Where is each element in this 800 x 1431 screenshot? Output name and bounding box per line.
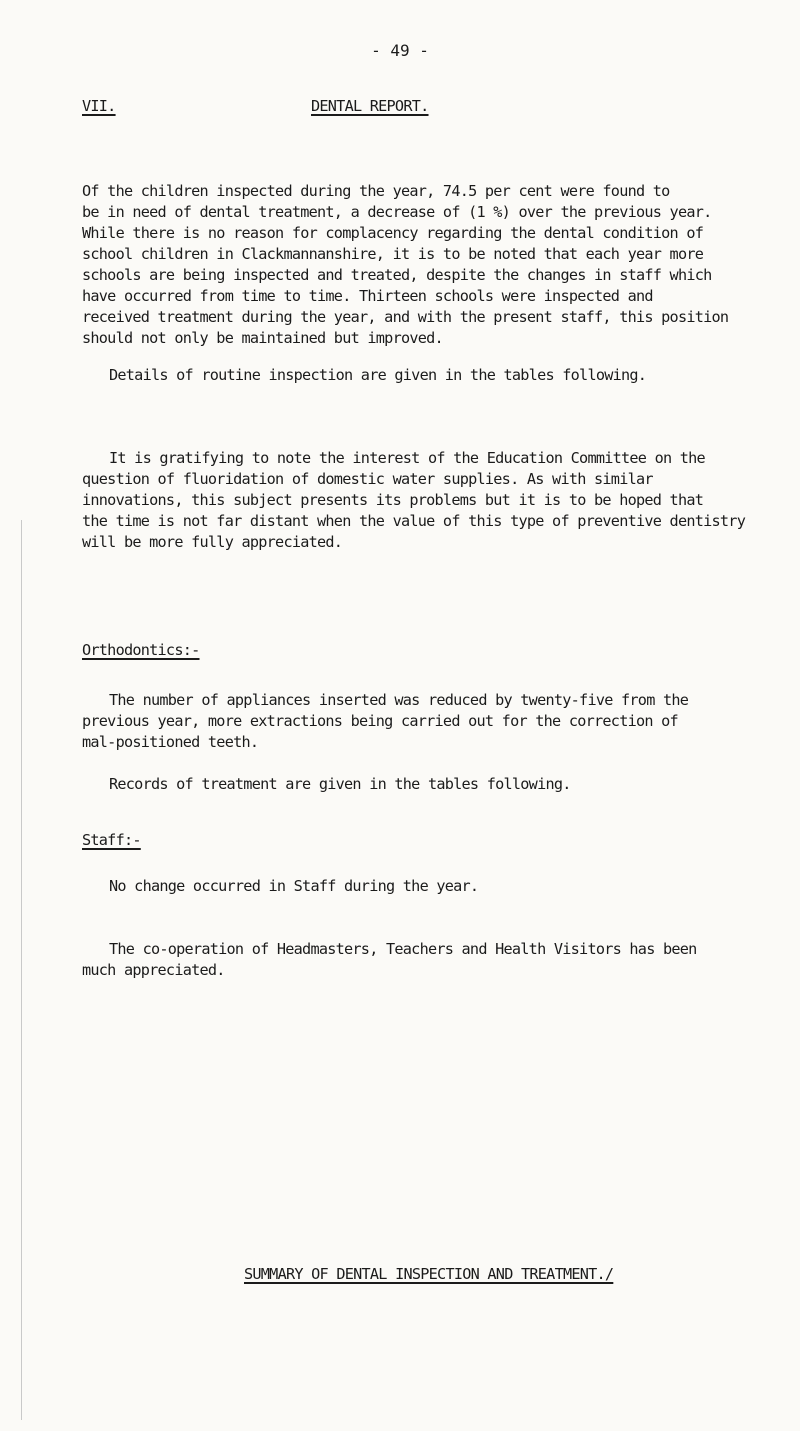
text-line: much appreciated.	[82, 961, 225, 979]
text-line: Of the children inspected during the year, 74.5 per cent were found to	[82, 182, 670, 200]
paragraph-fluoridation	[82, 448, 745, 553]
text-line: will be more fully appreciated.	[82, 533, 343, 551]
paragraph-dental-findings	[82, 181, 728, 349]
text-line: have occurred from time to time. Thirteen schools were inspected and	[82, 287, 653, 305]
text-line: previous year, more extractions being carried out for the correction of	[82, 712, 678, 730]
scan-margin-line	[21, 520, 22, 1420]
paragraph-staff	[109, 876, 478, 897]
text-line: should not only be maintained but improved.	[82, 329, 443, 347]
text-line: The co-operation of Headmasters, Teachers and Health Visitors has been	[109, 940, 697, 958]
section-title: DENTAL REPORT.	[311, 97, 429, 115]
text-line: Records of treatment are given in the tables following.	[109, 775, 571, 793]
text-line: innovations, this subject presents its problems but it is to be hoped that	[82, 491, 704, 509]
text-line: The number of appliances inserted was reduced by twenty-five from the	[109, 691, 689, 709]
text-line: received treatment during the year, and with the present staff, this position	[82, 308, 729, 326]
text-line: Details of routine inspection are given in the tables following.	[109, 366, 647, 384]
text-line: be in need of dental treatment, a decrease of (1 %) over the previous year.	[82, 203, 712, 221]
text-line: mal-positioned teeth.	[82, 733, 259, 751]
page-number: - 49 -	[371, 41, 429, 60]
paragraph-cooperation	[82, 939, 697, 981]
paragraph-orthodontics	[82, 690, 688, 753]
paragraph-treatment-records	[109, 774, 571, 795]
text-line: No change occurred in Staff during the year.	[109, 877, 479, 895]
staff-heading: Staff:-	[82, 831, 141, 849]
paragraph-routine-inspection	[109, 365, 646, 386]
text-line: school children in Clackmannanshire, it is to be noted that each year more	[82, 245, 704, 263]
text-line: schools are being inspected and treated, despite the changes in staff which	[82, 266, 712, 284]
orthodontics-heading: Orthodontics:-	[82, 641, 200, 659]
text-line: question of fluoridation of domestic water supplies. As with similar	[82, 470, 653, 488]
text-line: While there is no reason for complacency regarding the dental condition of	[82, 224, 704, 242]
section-number: VII.	[82, 97, 116, 115]
text-line: the time is not far distant when the value of this type of preventive dentistry	[82, 512, 746, 530]
summary-heading: SUMMARY OF DENTAL INSPECTION AND TREATMENT./	[244, 1265, 614, 1283]
text-line: It is gratifying to note the interest of the Education Committee on the	[109, 449, 705, 467]
